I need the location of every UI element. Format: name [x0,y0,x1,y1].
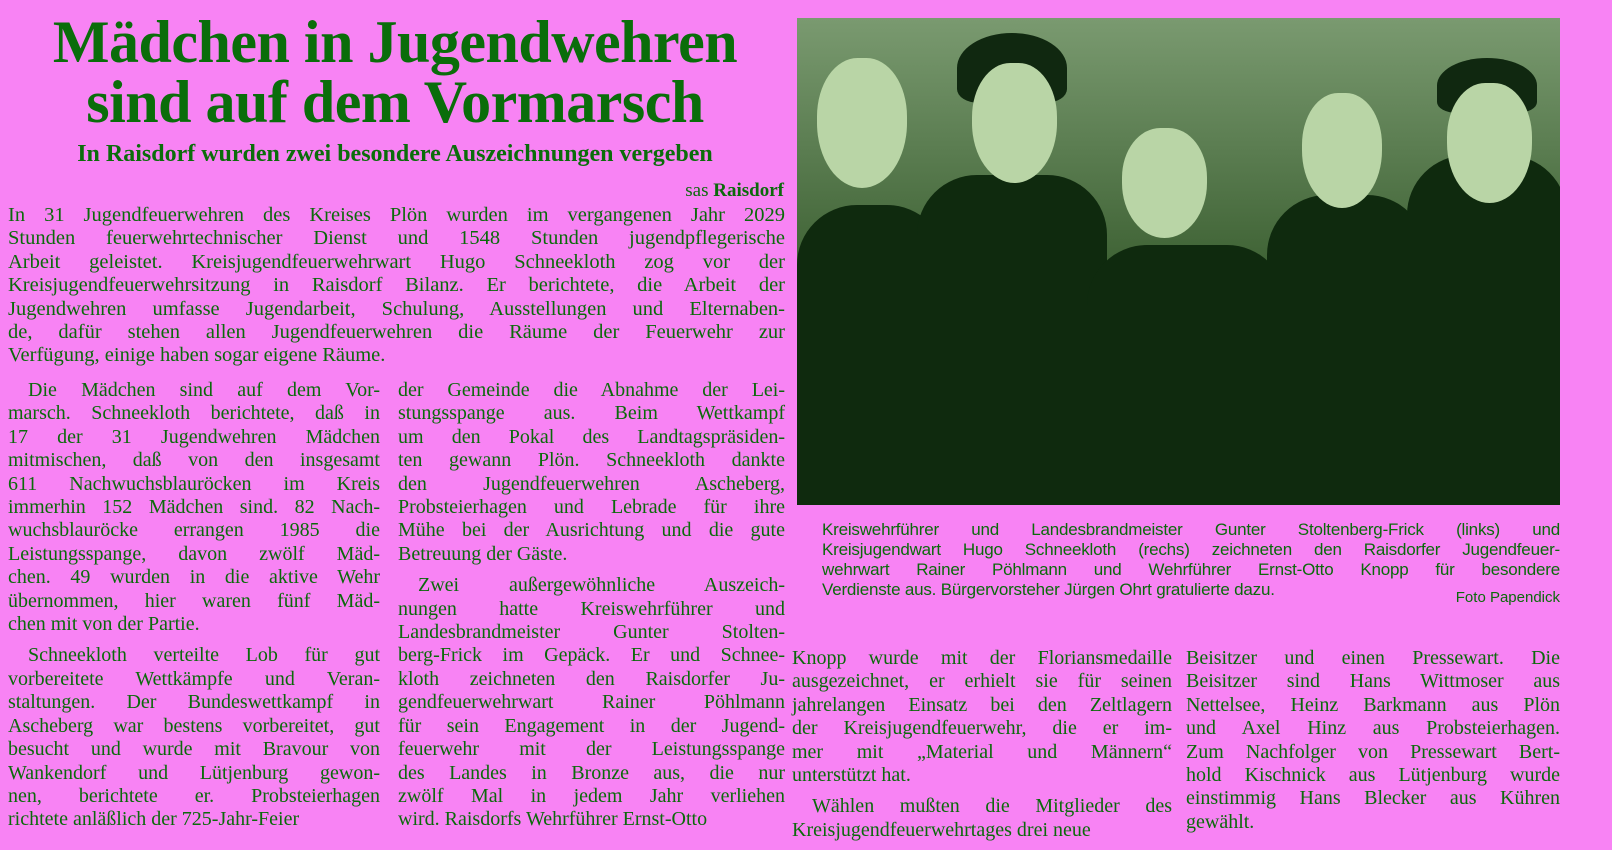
text-line: de, dafür stehen allen Jugendfeuerwehren die Räume der Feuerwehr zur [8,321,785,344]
text-line: der Gemeinde die Abnahme der Lei- [398,379,785,401]
text-line: Schneekloth verteilte Lob für gut [28,644,380,667]
text-line: Leistungsspange, davon zwölf Mäd- [8,542,380,565]
paragraph [792,647,1172,787]
text-line: Kreiswehrführer und Landesbrandmeister Gunter Stoltenberg-Frick (links) und [822,520,1560,539]
person-figure [917,175,1107,505]
text-line: hold Kischnick aus Lütjenburg wurde [1186,764,1560,787]
text-line: ten gewann Plön. Schneekloth dankte [398,449,785,472]
text-line: für sein Engagement in der Jugend- [398,714,785,737]
text-line: Betreuung der Gäste. [398,542,568,565]
paragraph [8,379,380,636]
text-line: staltungen. Der Bundeswettkampf in [8,691,380,714]
text-line: Stunden feuerwehrtechnischer Dienst und 1548 Stunden jugendpflegerische [8,227,785,250]
text-line: richtete anläßlich der 725-Jahr-Feier [8,808,300,831]
person-face [1302,93,1382,208]
text-line: 611 Nachwuchsblauröcken im Kreis [8,472,380,495]
paragraph [8,644,380,831]
text-line: und Axel Hinz aus Probsteierhagen. [1186,717,1560,740]
paragraph [398,574,785,831]
text-line: des Landes in Bronze aus, die nur [398,761,785,784]
text-line: Arbeit geleistet. Kreisjugendfeuerwehrwart Hugo Schneekloth zog vor der [8,250,785,273]
text-line: jahrelangen Einsatz bei den Zeltlagern [792,693,1172,716]
subtitle: In Raisdorf wurden zwei besondere Auszeichnungen vergeben [77,141,713,167]
text-line: ausgezeichnet, er erhielt sie für seinen [792,670,1172,693]
column-1 [8,379,380,840]
text-line: Wählen mußten die Mitglieder des [812,795,1172,818]
text-line: besucht und wurde mit Bravour von [8,738,380,761]
text-line: übernommen, hier waren fünf Mäd- [8,589,380,612]
text-line: um den Pokal des Landtagspräsiden- [398,425,785,448]
text-line: kloth zeichneten den Raisdorfer Ju- [398,667,785,690]
byline-place: Raisdorf [713,180,784,201]
text-line: mer mit „Material und Männern“ [792,740,1172,763]
text-line: Knopp wurde mit der Floriansmedaille [792,647,1172,669]
person-figure [1407,155,1560,505]
text-line: Verdienste aus. Bürgervorsteher Jürgen Ohrt gratulierte dazu. [822,580,1275,599]
person-figure [1267,195,1427,505]
column-3 [792,647,1172,850]
photo-credit: Foto Papendick [1455,589,1560,606]
text-line: wird. Raisdorfs Wehrführer Ernst-Otto [398,808,708,831]
text-line: zwölf Mal in jedem Jahr verliehen [398,784,785,807]
text-line: der Kreisjugendfeuerwehr, die er im- [792,717,1172,740]
person-face [1122,128,1207,238]
paragraph [792,795,1172,842]
person-face [1447,83,1532,203]
byline-author: sas [685,180,709,201]
text-line: Nettelsee, Heinz Barkmann aus Plön [1186,693,1560,716]
paragraph [398,379,785,566]
text-line: wehrwart Rainer Pöhlmann und Wehrführer Ernst-Otto Knopp für besondere [822,560,1560,579]
photo-caption [822,520,1560,600]
text-line: Die Mädchen sind auf dem Vor- [28,379,380,401]
text-line: vorbereitete Wettkämpfe und Veran- [8,667,380,690]
text-line: Beisitzer sind Hans Wittmoser aus [1186,670,1560,693]
text-line: In 31 Jugendfeuerwehren des Kreises Plön wurden im vergangenen Jahr 2029 [8,204,785,226]
person-face [817,58,907,188]
text-line: berg-Frick im Gepäck. Er und Schnee- [398,644,785,667]
text-line: Zum Nachfolger von Pressewart Bert- [1186,740,1560,763]
text-line: Verfügung, einige haben sogar eigene Räume. [8,344,386,367]
text-line: mitmischen, daß von den insgesamt [8,449,380,472]
text-line: den Jugendfeuerwehren Ascheberg, [398,472,785,495]
text-line: stungsspange aus. Beim Wettkampf [398,402,785,425]
group-photo [797,18,1560,505]
text-line: gendfeuerwehrwart Rainer Pöhlmann [398,691,785,714]
text-line: wuchsblauröcke errangen 1985 die [8,519,380,542]
byline [685,180,784,202]
person-figure [1087,245,1287,505]
text-line: 17 der 31 Jugendwehren Mädchen [8,425,380,448]
text-line: Ascheberg war bestens vorbereitet, gut [8,714,380,737]
text-line: einstimmig Hans Blecker aus Kühren [1186,787,1560,810]
text-line: Kreisjugendfeuerwehrtages drei neue [792,818,1091,841]
column-2 [398,379,785,840]
headline-line-2: sind auf dem Vormarsch [86,69,704,135]
column-4 [1186,647,1560,842]
text-line: marsch. Schneekloth berichtete, daß in [8,402,380,425]
text-line: Zwei außergewöhnliche Auszeich- [418,574,785,597]
headline-line-1: Mädchen in Jugendwehren [52,9,738,75]
paragraph [1186,647,1560,834]
person-face [972,63,1057,183]
text-line: unterstützt hat. [792,764,911,787]
text-line: Jugendwehren umfasse Jugendarbeit, Schulung, Ausstellungen und Elternaben- [8,297,785,320]
text-line: chen. 49 wurden in die aktive Wehr [8,566,380,589]
text-line: Mühe bei der Ausrichtung und die gute [398,519,785,542]
text-line: Beisitzer und einen Pressewart. Die [1186,647,1560,669]
text-line: feuerwehr mit der Leistungsspange [398,738,785,761]
text-line: immerhin 152 Mädchen sind. 82 Nach- [8,496,380,519]
text-line: Landesbrandmeister Gunter Stolten- [398,621,785,644]
text-line: Wankendorf und Lütjenburg gewon- [8,761,380,784]
text-line: Probsteierhagen und Lebrade für ihre [398,496,785,519]
text-line: chen mit von der Partie. [8,613,200,636]
text-line: Kreisjugendwart Hugo Schneekloth (rechs) zeichneten den Raisdorfer Jugendfeuer- [822,540,1560,559]
text-line: gewählt. [1186,810,1255,833]
text-line: nen, berichtete er. Probsteierhagen [8,784,380,807]
text-line: nungen hatte Kreiswehrführer und [398,597,785,620]
lead-paragraph [8,204,785,368]
text-line: Kreisjugendfeuerwehrsitzung in Raisdorf Bilanz. Er berichtete, die Arbeit der [8,274,785,297]
